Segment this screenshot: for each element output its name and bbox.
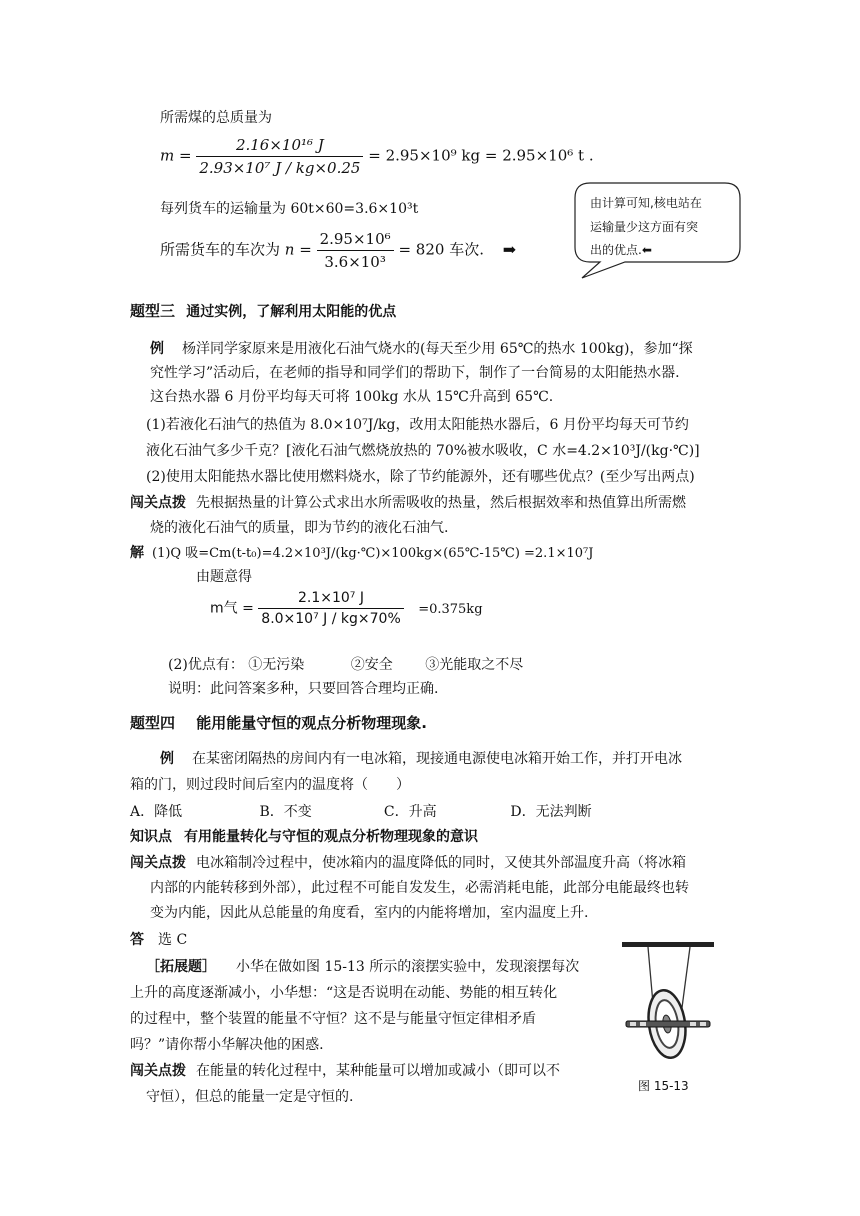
kp-label: 知识点 xyxy=(130,829,172,845)
axle-stripe-2 xyxy=(640,1022,646,1026)
section3-hint-1 xyxy=(130,492,686,512)
n-rhs: = 820 xyxy=(398,240,445,259)
callout-line-3-text: 出的优点. xyxy=(590,243,642,257)
m-rhs: = 2.95×10⁹ kg = 2.95×10⁶ t . xyxy=(368,146,594,165)
section4-hint-2: 内部的内能转移到外部），此过程不可能自发发生，必需消耗电能，此部分电能最终也转 xyxy=(150,880,689,896)
extension-line-1 xyxy=(146,956,579,976)
extension-hint-text-1: 在能量的转化过程中，某种能量可以增加或减小（即可以不 xyxy=(196,1063,560,1079)
extension-line-3: 的过程中，整个装置的能量不守恒？这不是与能量守恒定律相矛盾 xyxy=(130,1011,536,1027)
section3-heading xyxy=(130,300,396,321)
axle-stripe-3 xyxy=(690,1022,696,1026)
axle-stripe-1 xyxy=(630,1022,636,1026)
section3-example-p1 xyxy=(150,338,693,358)
extension-hint-2: 守恒），但总的能量一定是守恒的. xyxy=(146,1089,354,1105)
section4-heading xyxy=(130,712,427,733)
arrow-right-icon: ➡ xyxy=(502,239,517,259)
trains-numerator: 2.95×10⁶ xyxy=(317,230,394,251)
extension-line-4: 吗？”请你帮小华解决他的困惑. xyxy=(130,1037,324,1053)
trains-denominator: 3.6×10³ xyxy=(324,253,386,271)
section3-title: 通过实例，了解利用太阳能的优点 xyxy=(186,304,397,320)
hint-label: 闯关点拨 xyxy=(130,495,186,511)
pendulum-top-bar xyxy=(622,942,714,947)
section3-example-p2: 究性学习”活动后，在老师的指导和同学们的帮助下，制作了一台简易的太阳能热水器. xyxy=(150,365,680,381)
extension-line-2: 上升的高度逐渐减小，小华想：“这是否说明在动能、势能的相互转化 xyxy=(130,985,558,1001)
section4-label: 题型四 xyxy=(130,714,176,732)
section4-answer xyxy=(130,929,187,949)
solution-line-2: 由题意得 xyxy=(196,569,252,585)
answer-label: 答 xyxy=(130,932,144,948)
mgas-equation xyxy=(210,590,483,627)
callout-line-3 xyxy=(590,241,652,258)
extension-label: ［拓展题］ xyxy=(146,959,216,975)
choice-c: C．升高 xyxy=(383,804,437,820)
transport-line: 每列货车的运输量为 60t×60=3.6×10³t xyxy=(160,201,419,217)
hint-text-1: 先根据热量的计算公式求出水所需吸收的热量，然后根据效率和热值算出所需燃 xyxy=(196,495,686,511)
m-lhs: m = xyxy=(160,146,192,165)
extension-text-1: 小华在做如图 15-13 所示的滚摆实验中，发现滚摆每次 xyxy=(236,959,580,975)
section4-example-p2: 箱的门，则过段时间后室内的温度将（ ） xyxy=(130,777,410,793)
adv-prefix: (2)优点有： xyxy=(168,657,244,673)
coal-fraction xyxy=(196,136,363,177)
choice-b: B．不变 xyxy=(259,804,312,820)
knowledge-point xyxy=(130,826,478,846)
adv-1: ①无污染 xyxy=(248,657,305,673)
figure-caption: 图 15-13 xyxy=(638,1079,689,1093)
kp-text: 有用能量转化与守恒的观点分析物理现象的意识 xyxy=(184,829,478,845)
trains-equation xyxy=(160,230,516,271)
extension-hint-1 xyxy=(130,1060,560,1080)
mgas-fraction xyxy=(258,590,403,627)
section4-hint-label: 闯关点拨 xyxy=(130,855,186,871)
trains-prefix: 所需货车的车次为 xyxy=(160,240,281,259)
section4-hint-1 xyxy=(130,852,686,872)
choices-row xyxy=(130,801,592,821)
advantages-note: 说明：此问答案多种，只要回答合理均正确. xyxy=(168,681,439,697)
trains-fraction xyxy=(317,230,394,271)
example-text-1: 杨洋同学家原来是用液化石油气烧水的(每天至少用 65℃的热水 100kg)，参加“探 xyxy=(182,341,693,357)
coal-mass-equation xyxy=(160,136,594,177)
arrow-left-icon: ⬅ xyxy=(641,243,652,257)
section3-q1b: 液化石油气多少千克？[液化石油气燃烧放热的 70%被水吸收，C 水=4.2×10³J/(kg·℃)] xyxy=(146,443,700,459)
axle-stripe-4 xyxy=(700,1022,706,1026)
extension-hint-label: 闯关点拨 xyxy=(130,1063,186,1079)
section4-example-text-1: 在某密闭隔热的房间内有一电冰箱，现接通电源使电冰箱开始工作，并打开电冰 xyxy=(192,751,682,767)
trains-suffix: 车次. xyxy=(449,240,484,259)
n-lhs: n = xyxy=(284,240,312,259)
section4-example-p1 xyxy=(160,748,682,768)
maxwell-pendulum-figure xyxy=(618,938,718,1070)
section4-hint-text-1: 电冰箱制冷过程中，使冰箱内的温度降低的同时，又使其外部温度升高（将冰箱 xyxy=(196,855,686,871)
mgas-denominator: 8.0×10⁷ J / kg×70% xyxy=(261,611,401,627)
section4-title: 能用能量守恒的观点分析物理现象. xyxy=(196,714,427,732)
callout-line-1: 由计算可知,核电站在 xyxy=(590,196,702,210)
advantages-line xyxy=(168,654,523,674)
section4-hint-3: 变为内能，因此从总能量的角度看，室内的内能将增加，室内温度上升. xyxy=(150,905,589,921)
choice-a: A．降低 xyxy=(130,804,183,820)
coal-denominator: 2.93×10⁷ J / kg×0.25 xyxy=(199,159,361,177)
section3-hint-2: 烧的液化石油气的质量，即为节约的液化石油气. xyxy=(150,520,449,536)
example-label: 例 xyxy=(150,341,164,357)
choice-d: D．无法判断 xyxy=(510,804,592,820)
adv-3: ③光能取之不尽 xyxy=(425,657,524,673)
section3-example-p3: 这台热水器 6 月份平均每天可将 100kg 水从 15℃升高到 65℃. xyxy=(150,389,554,405)
section3-q1a: (1)若液化石油气的热值为 8.0×10⁷J/kg，改用太阳能热水器后，6 月份平均每天可节约 xyxy=(146,417,689,433)
coal-numerator: 2.16×10¹⁶ J xyxy=(196,136,363,157)
callout-line-2: 运输量少这方面有突 xyxy=(590,220,699,234)
solution-text-1: (1)Q 吸=Cm(t-t₀)=4.2×10³J/(kg·℃)×100kg×(65℃-15℃) =2.1×10⁷J xyxy=(152,546,594,561)
solution-label: 解 xyxy=(130,545,144,561)
pendulum-axle xyxy=(626,1021,710,1027)
mgas-rhs: =0.375kg xyxy=(418,601,483,617)
section4-example-label: 例 xyxy=(160,751,174,767)
section3-label: 题型三 xyxy=(130,302,176,320)
answer-text: 选 C xyxy=(158,932,188,948)
mgas-numerator: 2.1×10⁷ J xyxy=(258,590,403,609)
mgas-lhs: m气 = xyxy=(210,600,254,617)
adv-2: ②安全 xyxy=(350,657,393,673)
section3-q2: (2)使用太阳能热水器比使用燃料烧水，除了节约能源外，还有哪些优点？(至少写出两点) xyxy=(146,469,695,485)
solution-line-1 xyxy=(130,542,593,562)
coal-intro: 所需煤的总质量为 xyxy=(160,110,272,126)
